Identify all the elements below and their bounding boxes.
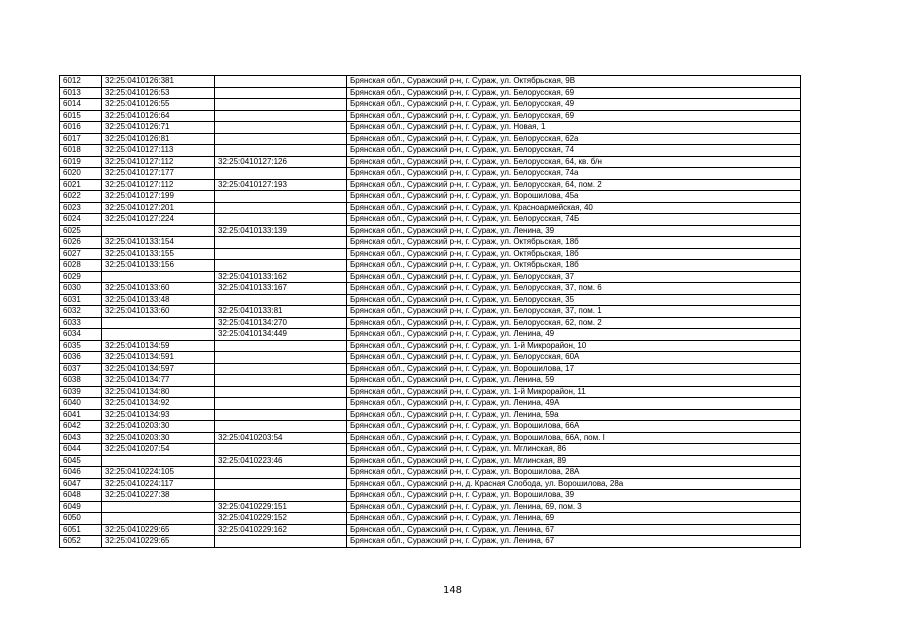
table-row [60, 99, 801, 111]
cadastral-number-cell: 32:25:0410127:199 [102, 191, 215, 203]
linked-cadastral-number-cell [215, 467, 347, 479]
row-number-cell: 6013 [60, 87, 102, 99]
table-row [60, 156, 801, 168]
address-cell: Брянская обл., Суражский р-н, г. Сураж, ул. Белорусская, 69 [347, 87, 801, 99]
table-row [60, 202, 801, 214]
linked-cadastral-number-cell: 32:25:0410133:139 [215, 225, 347, 237]
cadastral-number-cell [102, 225, 215, 237]
linked-cadastral-number-cell: 32:25:0410133:81 [215, 306, 347, 318]
table-row [60, 133, 801, 145]
table-row [60, 513, 801, 525]
linked-cadastral-number-cell: 32:25:0410127:193 [215, 179, 347, 191]
linked-cadastral-number-cell [215, 294, 347, 306]
address-cell: Брянская обл., Суражский р-н, г. Сураж, ул. Белорусская, 74Б [347, 214, 801, 226]
row-number-cell: 6042 [60, 421, 102, 433]
row-number-cell: 6029 [60, 271, 102, 283]
cadastral-number-cell: 32:25:0410224:105 [102, 467, 215, 479]
address-cell: Брянская обл., Суражский р-н, г. Сураж, ул. Октябрьская, 9В [347, 76, 801, 88]
cadastral-number-cell: 32:25:0410133:155 [102, 248, 215, 260]
linked-cadastral-number-cell [215, 110, 347, 122]
linked-cadastral-number-cell: 32:25:0410134:449 [215, 329, 347, 341]
cadastral-number-cell: 32:25:0410133:154 [102, 237, 215, 249]
linked-cadastral-number-cell [215, 122, 347, 134]
table-row [60, 536, 801, 548]
address-cell: Брянская обл., Суражский р-н, г. Сураж, ул. Белорусская, 60А [347, 352, 801, 364]
table-row [60, 271, 801, 283]
row-number-cell: 6050 [60, 513, 102, 525]
row-number-cell: 6047 [60, 478, 102, 490]
table-row [60, 237, 801, 249]
table-row [60, 444, 801, 456]
table-row [60, 317, 801, 329]
row-number-cell: 6027 [60, 248, 102, 260]
linked-cadastral-number-cell [215, 260, 347, 272]
linked-cadastral-number-cell: 32:25:0410223:46 [215, 455, 347, 467]
linked-cadastral-number-cell [215, 168, 347, 180]
row-number-cell: 6022 [60, 191, 102, 203]
row-number-cell: 6025 [60, 225, 102, 237]
linked-cadastral-number-cell: 32:25:0410133:167 [215, 283, 347, 295]
address-cell: Брянская обл., Суражский р-н, г. Сураж, ул. Белорусская, 37 [347, 271, 801, 283]
row-number-cell: 6012 [60, 76, 102, 88]
cadastral-number-cell: 32:25:0410229:65 [102, 524, 215, 536]
cadastral-number-cell [102, 501, 215, 513]
cadastral-number-cell: 32:25:0410126:64 [102, 110, 215, 122]
linked-cadastral-number-cell [215, 340, 347, 352]
row-number-cell: 6017 [60, 133, 102, 145]
cadastral-number-cell: 32:25:0410134:77 [102, 375, 215, 387]
table-row [60, 386, 801, 398]
address-cell: Брянская обл., Суражский р-н, г. Сураж, ул. Ворошилова, 39 [347, 490, 801, 502]
table-row [60, 421, 801, 433]
linked-cadastral-number-cell [215, 237, 347, 249]
address-cell: Брянская обл., Суражский р-н, г. Сураж, ул. Белорусская, 69 [347, 110, 801, 122]
table-row [60, 294, 801, 306]
cadastral-number-cell: 32:25:0410127:112 [102, 179, 215, 191]
cadastral-number-cell [102, 317, 215, 329]
table-row [60, 214, 801, 226]
address-cell: Брянская обл., Суражский р-н, г. Сураж, ул. Ворошилова, 66А [347, 421, 801, 433]
address-cell: Брянская обл., Суражский р-н, г. Сураж, ул. Белорусская, 64, пом. 2 [347, 179, 801, 191]
row-number-cell: 6032 [60, 306, 102, 318]
table-row [60, 110, 801, 122]
register-table-body [60, 76, 801, 548]
table-row [60, 283, 801, 295]
cadastral-number-cell [102, 455, 215, 467]
cadastral-number-cell: 32:25:0410126:55 [102, 99, 215, 111]
address-cell: Брянская обл., Суражский р-н, г. Сураж, ул. Белорусская, 62а [347, 133, 801, 145]
row-number-cell: 6028 [60, 260, 102, 272]
table-row [60, 490, 801, 502]
table-row [60, 524, 801, 536]
row-number-cell: 6019 [60, 156, 102, 168]
row-number-cell: 6052 [60, 536, 102, 548]
linked-cadastral-number-cell [215, 421, 347, 433]
linked-cadastral-number-cell [215, 444, 347, 456]
linked-cadastral-number-cell [215, 76, 347, 88]
address-cell: Брянская обл., Суражский р-н, г. Сураж, ул. Октябрьская, 18б [347, 237, 801, 249]
row-number-cell: 6023 [60, 202, 102, 214]
cadastral-number-cell: 32:25:0410126:71 [102, 122, 215, 134]
table-row [60, 145, 801, 157]
address-cell: Брянская обл., Суражский р-н, г. Сураж, ул. Октябрьская, 18б [347, 248, 801, 260]
linked-cadastral-number-cell [215, 133, 347, 145]
address-cell: Брянская обл., Суражский р-н, г. Сураж, ул. Ворошилова, 66А, пом. I [347, 432, 801, 444]
address-cell: Брянская обл., Суражский р-н, г. Сураж, ул. Ворошилова, 17 [347, 363, 801, 375]
table-row [60, 467, 801, 479]
address-cell: Брянская обл., Суражский р-н, г. Сураж, ул. Новая, 1 [347, 122, 801, 134]
row-number-cell: 6035 [60, 340, 102, 352]
address-cell: Брянская обл., Суражский р-н, г. Сураж, ул. Ленина, 69 [347, 513, 801, 525]
linked-cadastral-number-cell: 32:25:0410229:162 [215, 524, 347, 536]
linked-cadastral-number-cell [215, 202, 347, 214]
property-register-table [59, 75, 801, 548]
address-cell: Брянская обл., Суражский р-н, г. Сураж, ул. Белорусская, 64, кв. б/н [347, 156, 801, 168]
cadastral-number-cell: 32:25:0410126:53 [102, 87, 215, 99]
address-cell: Брянская обл., Суражский р-н, г. Сураж, ул. Ленина, 39 [347, 225, 801, 237]
address-cell: Брянская обл., Суражский р-н, г. Сураж, ул. 1-й Микрорайон, 10 [347, 340, 801, 352]
cadastral-number-cell [102, 513, 215, 525]
address-cell: Брянская обл., Суражский р-н, д. Красная Слобода, ул. Ворошилова, 28а [347, 478, 801, 490]
address-cell: Брянская обл., Суражский р-н, г. Сураж, ул. Белорусская, 62, пом. 2 [347, 317, 801, 329]
address-cell: Брянская обл., Суражский р-н, г. Сураж, ул. Ворошилова, 45а [347, 191, 801, 203]
table-row [60, 306, 801, 318]
cadastral-number-cell: 32:25:0410126:81 [102, 133, 215, 145]
address-cell: Брянская обл., Суражский р-н, г. Сураж, ул. Октябрьская, 18б [347, 260, 801, 272]
cadastral-number-cell: 32:25:0410133:60 [102, 283, 215, 295]
address-cell: Брянская обл., Суражский р-н, г. Сураж, ул. Ленина, 69, пом. 3 [347, 501, 801, 513]
row-number-cell: 6015 [60, 110, 102, 122]
row-number-cell: 6018 [60, 145, 102, 157]
table-row [60, 375, 801, 387]
row-number-cell: 6036 [60, 352, 102, 364]
table-row [60, 191, 801, 203]
address-cell: Брянская обл., Суражский р-н, г. Сураж, ул. Белорусская, 74 [347, 145, 801, 157]
row-number-cell: 6045 [60, 455, 102, 467]
cadastral-number-cell: 32:25:0410224:117 [102, 478, 215, 490]
linked-cadastral-number-cell: 32:25:0410229:151 [215, 501, 347, 513]
linked-cadastral-number-cell [215, 352, 347, 364]
address-cell: Брянская обл., Суражский р-н, г. Сураж, ул. Мглинская, 89 [347, 455, 801, 467]
table-row [60, 340, 801, 352]
cadastral-number-cell: 32:25:0410134:591 [102, 352, 215, 364]
address-cell: Брянская обл., Суражский р-н, г. Сураж, ул. Ворошилова, 28А [347, 467, 801, 479]
table-row [60, 478, 801, 490]
address-cell: Брянская обл., Суражский р-н, г. Сураж, ул. 1-й Микрорайон, 11 [347, 386, 801, 398]
linked-cadastral-number-cell [215, 87, 347, 99]
address-cell: Брянская обл., Суражский р-н, г. Сураж, ул. Белорусская, 74а [347, 168, 801, 180]
table-row [60, 87, 801, 99]
address-cell: Брянская обл., Суражский р-н, г. Сураж, ул. Ленина, 59 [347, 375, 801, 387]
table-row [60, 260, 801, 272]
table-row [60, 179, 801, 191]
row-number-cell: 6020 [60, 168, 102, 180]
row-number-cell: 6033 [60, 317, 102, 329]
table-row [60, 398, 801, 410]
linked-cadastral-number-cell [215, 409, 347, 421]
table-row [60, 455, 801, 467]
address-cell: Брянская обл., Суражский р-н, г. Сураж, ул. Белорусская, 37, пом. 1 [347, 306, 801, 318]
linked-cadastral-number-cell [215, 248, 347, 260]
linked-cadastral-number-cell: 32:25:0410134:270 [215, 317, 347, 329]
cadastral-number-cell: 32:25:0410203:30 [102, 432, 215, 444]
row-number-cell: 6051 [60, 524, 102, 536]
row-number-cell: 6043 [60, 432, 102, 444]
linked-cadastral-number-cell [215, 145, 347, 157]
address-cell: Брянская обл., Суражский р-н, г. Сураж, ул. Ленина, 49 [347, 329, 801, 341]
linked-cadastral-number-cell [215, 363, 347, 375]
cadastral-number-cell: 32:25:0410134:59 [102, 340, 215, 352]
address-cell: Брянская обл., Суражский р-н, г. Сураж, ул. Ленина, 49А [347, 398, 801, 410]
linked-cadastral-number-cell [215, 386, 347, 398]
table-row [60, 352, 801, 364]
address-cell: Брянская обл., Суражский р-н, г. Сураж, ул. Мглинская, 86 [347, 444, 801, 456]
table-row [60, 432, 801, 444]
row-number-cell: 6049 [60, 501, 102, 513]
cadastral-number-cell: 32:25:0410133:48 [102, 294, 215, 306]
linked-cadastral-number-cell [215, 398, 347, 410]
address-cell: Брянская обл., Суражский р-н, г. Сураж, ул. Красноармейская, 40 [347, 202, 801, 214]
cadastral-number-cell: 32:25:0410207:54 [102, 444, 215, 456]
address-cell: Брянская обл., Суражский р-н, г. Сураж, ул. Белорусская, 37, пом. 6 [347, 283, 801, 295]
table-row [60, 76, 801, 88]
linked-cadastral-number-cell: 32:25:0410203:54 [215, 432, 347, 444]
cadastral-number-cell: 32:25:0410126:381 [102, 76, 215, 88]
table-row [60, 501, 801, 513]
row-number-cell: 6014 [60, 99, 102, 111]
linked-cadastral-number-cell [215, 478, 347, 490]
address-cell: Брянская обл., Суражский р-н, г. Сураж, ул. Ленина, 67 [347, 536, 801, 548]
cadastral-number-cell: 32:25:0410127:177 [102, 168, 215, 180]
row-number-cell: 6021 [60, 179, 102, 191]
cadastral-number-cell [102, 271, 215, 283]
linked-cadastral-number-cell [215, 99, 347, 111]
cadastral-number-cell: 32:25:0410127:201 [102, 202, 215, 214]
row-number-cell: 6041 [60, 409, 102, 421]
cadastral-number-cell: 32:25:0410229:65 [102, 536, 215, 548]
table-row [60, 248, 801, 260]
cadastral-number-cell: 32:25:0410227:38 [102, 490, 215, 502]
row-number-cell: 6034 [60, 329, 102, 341]
cadastral-number-cell: 32:25:0410134:597 [102, 363, 215, 375]
address-cell: Брянская обл., Суражский р-н, г. Сураж, ул. Белорусская, 49 [347, 99, 801, 111]
cadastral-number-cell: 32:25:0410127:113 [102, 145, 215, 157]
cadastral-number-cell: 32:25:0410127:112 [102, 156, 215, 168]
table-row [60, 168, 801, 180]
linked-cadastral-number-cell [215, 214, 347, 226]
cadastral-number-cell: 32:25:0410134:80 [102, 386, 215, 398]
table-row [60, 329, 801, 341]
linked-cadastral-number-cell [215, 490, 347, 502]
row-number-cell: 6024 [60, 214, 102, 226]
cadastral-number-cell: 32:25:0410127:224 [102, 214, 215, 226]
address-cell: Брянская обл., Суражский р-н, г. Сураж, ул. Белорусская, 35 [347, 294, 801, 306]
row-number-cell: 6044 [60, 444, 102, 456]
address-cell: Брянская обл., Суражский р-н, г. Сураж, ул. Ленина, 67 [347, 524, 801, 536]
row-number-cell: 6048 [60, 490, 102, 502]
cadastral-number-cell: 32:25:0410134:92 [102, 398, 215, 410]
row-number-cell: 6046 [60, 467, 102, 479]
linked-cadastral-number-cell [215, 536, 347, 548]
table-row [60, 122, 801, 134]
cadastral-number-cell: 32:25:0410134:93 [102, 409, 215, 421]
cadastral-number-cell: 32:25:0410133:60 [102, 306, 215, 318]
row-number-cell: 6038 [60, 375, 102, 387]
cadastral-number-cell: 32:25:0410133:156 [102, 260, 215, 272]
row-number-cell: 6026 [60, 237, 102, 249]
linked-cadastral-number-cell: 32:25:0410127:126 [215, 156, 347, 168]
cadastral-number-cell [102, 329, 215, 341]
linked-cadastral-number-cell [215, 191, 347, 203]
linked-cadastral-number-cell [215, 375, 347, 387]
row-number-cell: 6016 [60, 122, 102, 134]
table-row [60, 409, 801, 421]
row-number-cell: 6039 [60, 386, 102, 398]
row-number-cell: 6030 [60, 283, 102, 295]
page-number: 148 [442, 585, 463, 596]
row-number-cell: 6037 [60, 363, 102, 375]
address-cell: Брянская обл., Суражский р-н, г. Сураж, ул. Ленина, 59а [347, 409, 801, 421]
linked-cadastral-number-cell: 32:25:0410133:162 [215, 271, 347, 283]
row-number-cell: 6031 [60, 294, 102, 306]
table-row [60, 225, 801, 237]
linked-cadastral-number-cell: 32:25:0410229:152 [215, 513, 347, 525]
table-row [60, 363, 801, 375]
cadastral-number-cell: 32:25:0410203:30 [102, 421, 215, 433]
row-number-cell: 6040 [60, 398, 102, 410]
